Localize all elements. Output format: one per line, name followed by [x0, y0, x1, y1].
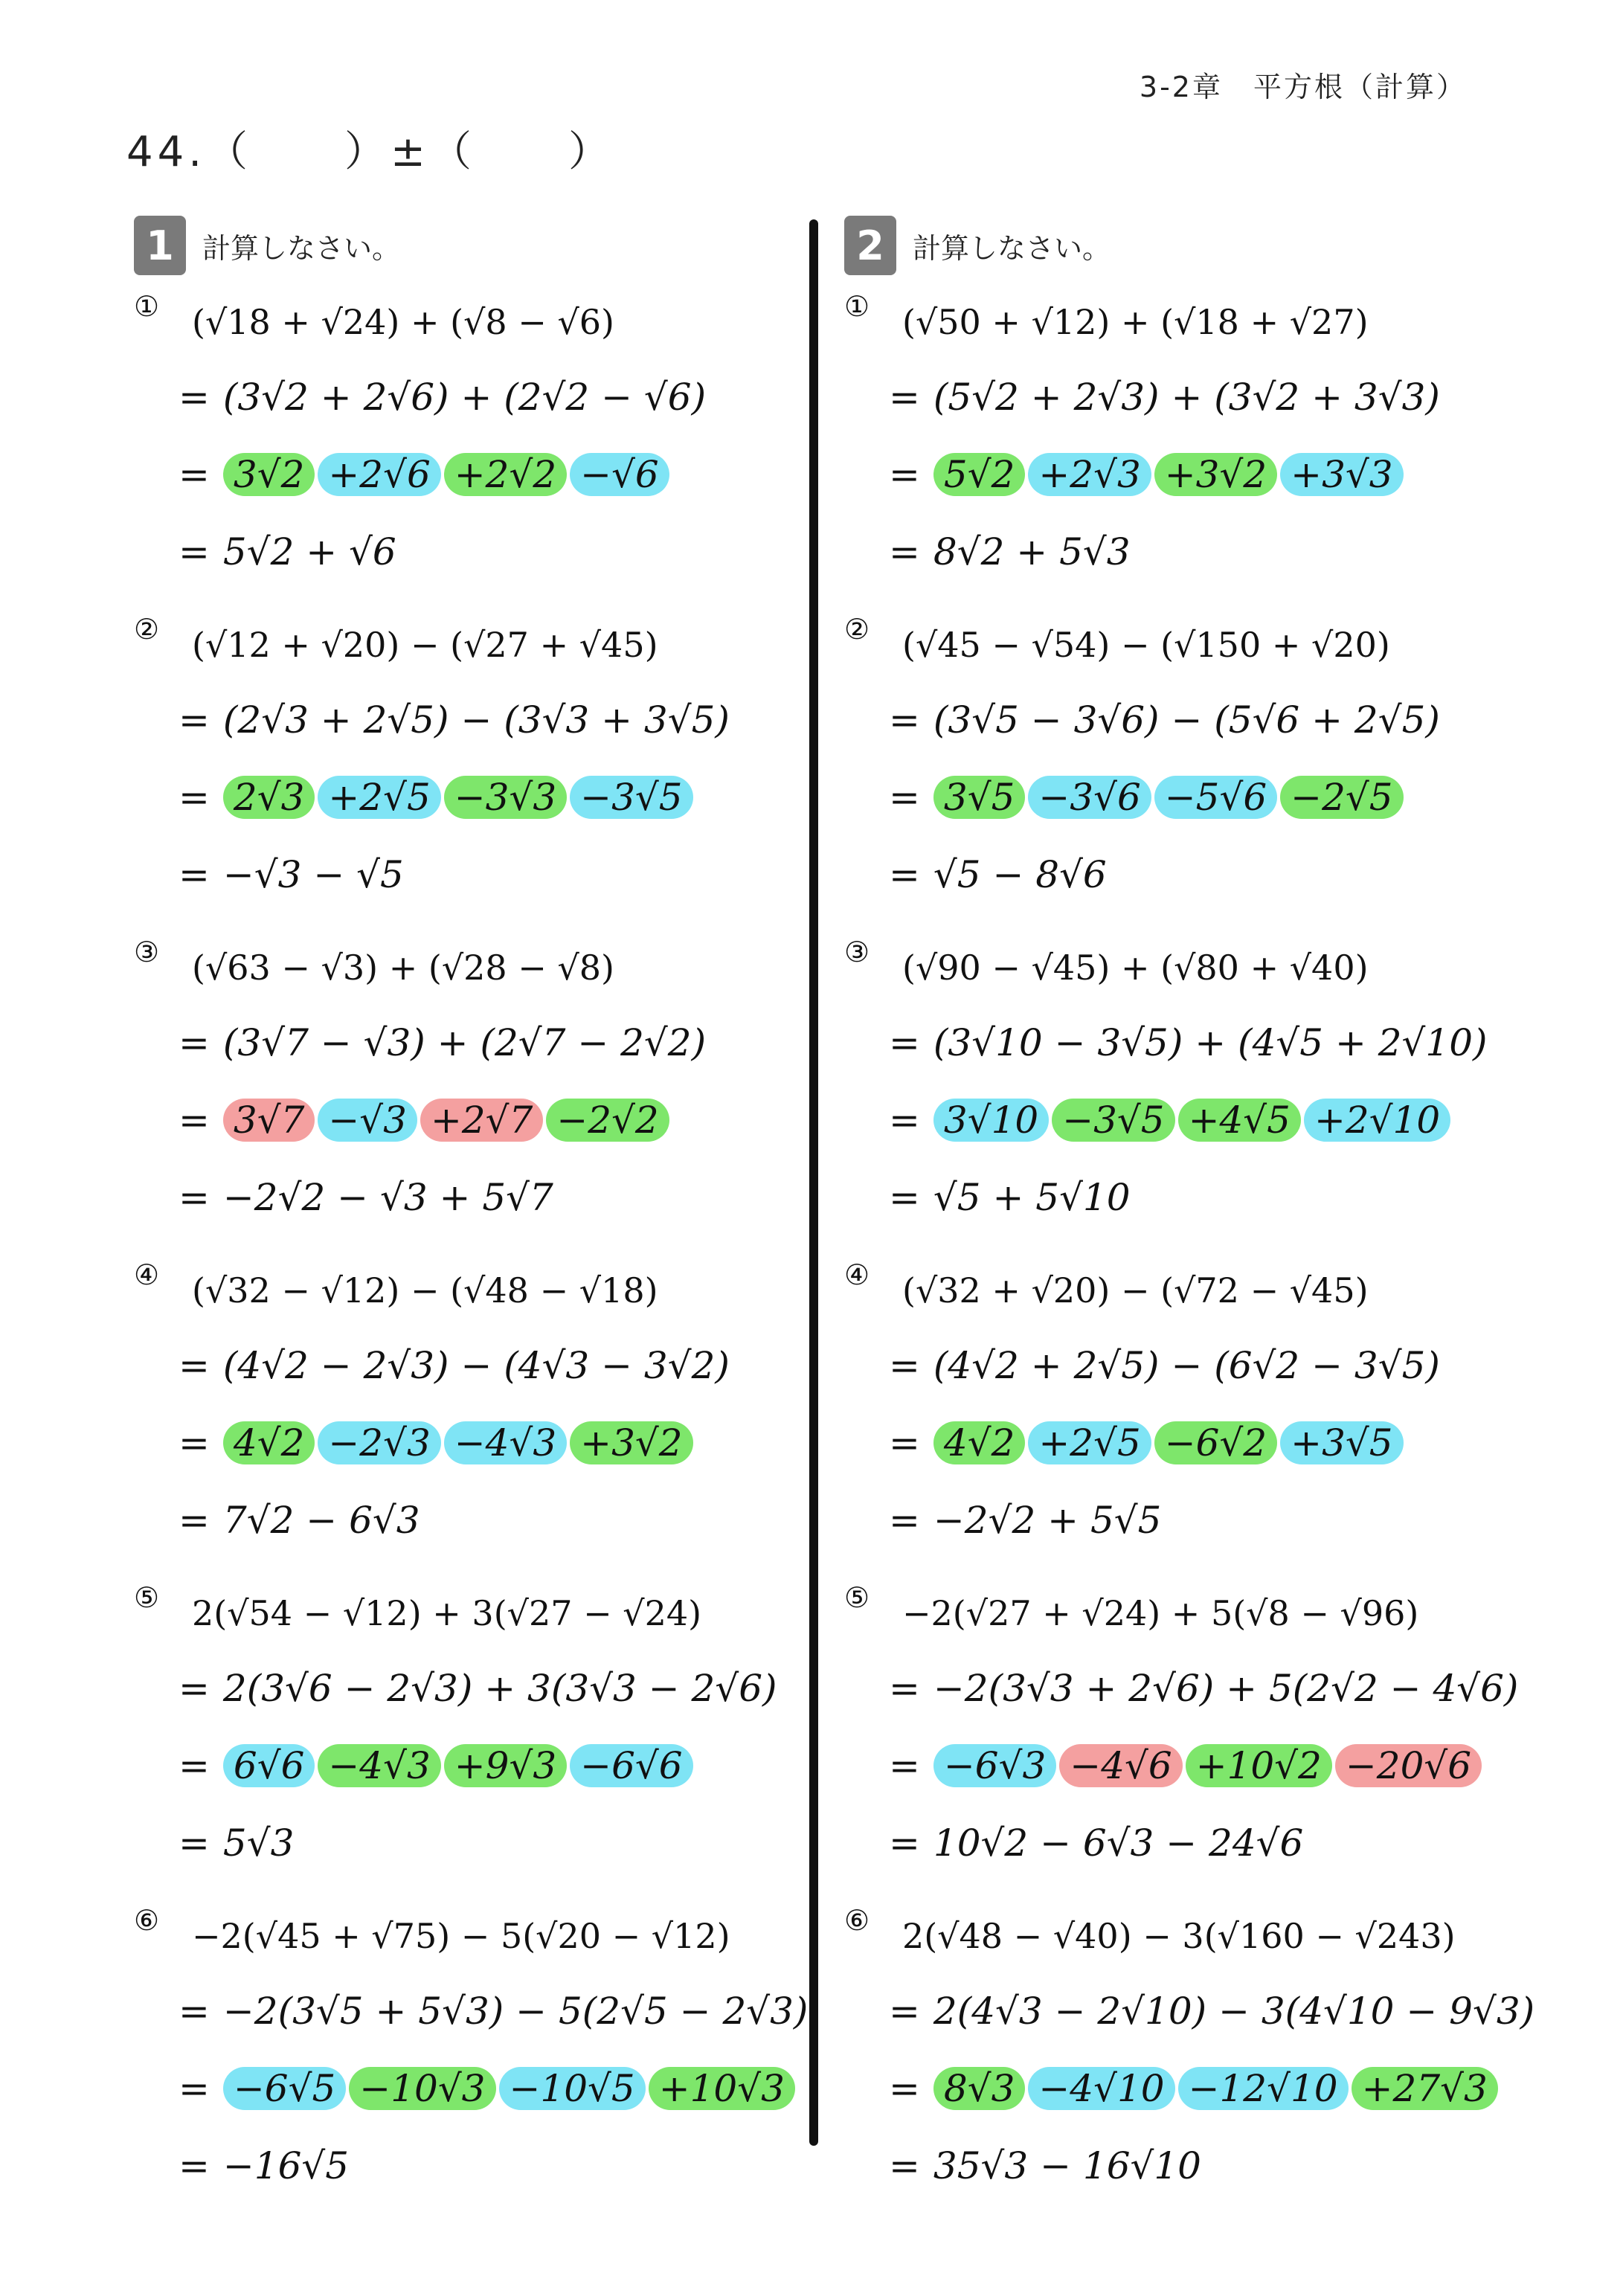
- equals-sign: =: [889, 1744, 920, 1787]
- section-2: [844, 216, 1535, 2222]
- answer-step: [889, 513, 1514, 591]
- expansion-text: −2(3√3 + 2√6) + 5(2√2 − 4√6): [933, 1667, 1519, 1710]
- problem-number: ⑥: [134, 1904, 160, 1937]
- expansion-step: [179, 358, 803, 436]
- problem: [134, 931, 803, 1254]
- highlighted-terms-step: [889, 436, 1514, 513]
- problem: [134, 1900, 809, 2222]
- expansion-text: (3√10 − 3√5) + (4√5 + 2√10): [933, 1021, 1488, 1064]
- highlighted-term: −√3: [318, 1099, 417, 1142]
- problem: [134, 608, 803, 931]
- problem-number: ⑥: [844, 1904, 870, 1937]
- highlighted-terms-step: [889, 1081, 1514, 1159]
- answer-step: [179, 1482, 803, 1559]
- problem: [134, 1254, 803, 1577]
- answer-text: 35√3 − 16√10: [933, 2144, 1201, 2187]
- equals-sign: =: [889, 1099, 920, 1142]
- highlighted-term: 3√7: [223, 1099, 315, 1142]
- expansion-step: [179, 1650, 803, 1727]
- highlighted-term: 5√2: [933, 453, 1025, 496]
- problem: [844, 286, 1514, 608]
- expansion-text: (3√7 − √3) + (2√7 − 2√2): [222, 1021, 707, 1064]
- equals-sign: =: [889, 530, 920, 573]
- expansion-step: [889, 1972, 1535, 2050]
- highlighted-terms-step: [179, 1081, 803, 1159]
- equals-sign: =: [889, 853, 920, 896]
- equals-sign: =: [179, 530, 210, 573]
- equals-sign: =: [179, 1821, 210, 1865]
- expansion-step: [889, 358, 1514, 436]
- answer-step: [179, 2127, 803, 2205]
- section-number-badge: 2: [844, 216, 896, 275]
- equals-sign: =: [889, 1990, 920, 2033]
- question-title: 44.（ ）±（ ）: [126, 128, 614, 176]
- expansion-text: (4√2 + 2√5) − (6√2 − 3√5): [933, 1344, 1440, 1387]
- highlighted-term: −6√3: [933, 1744, 1056, 1787]
- section-header: [844, 216, 1514, 275]
- equals-sign: =: [889, 1421, 920, 1464]
- answer-text: √5 − 8√6: [933, 853, 1107, 896]
- answer-step: [179, 1804, 803, 1882]
- answer-text: −2√2 + 5√5: [933, 1499, 1162, 1542]
- answer-step: [889, 2127, 1514, 2205]
- highlighted-term: +2√7: [420, 1099, 543, 1142]
- answer-text: 7√2 − 6√3: [222, 1499, 420, 1542]
- highlighted-terms-step: [889, 759, 1514, 836]
- expansion-step: [889, 1650, 1519, 1727]
- highlighted-term: −4√6: [1059, 1744, 1182, 1787]
- answer-step: [889, 1804, 1514, 1882]
- highlighted-terms-step: [179, 436, 803, 513]
- highlighted-term: 6√6: [223, 1744, 315, 1787]
- highlighted-term: +2√2: [444, 453, 567, 496]
- expansion-text: 2(3√6 − 2√3) + 3(3√3 − 2√6): [222, 1667, 777, 1710]
- answer-text: 5√3: [222, 1821, 295, 1865]
- section-instruction: 計算しなさい。: [202, 231, 401, 265]
- highlighted-term: +27√3: [1352, 2067, 1498, 2110]
- highlighted-terms-step: [179, 1404, 803, 1482]
- equals-sign: =: [179, 853, 210, 896]
- equals-sign: =: [179, 1099, 210, 1142]
- equals-sign: =: [179, 1421, 210, 1464]
- answer-step: [889, 1159, 1514, 1236]
- expansion-text: 2(4√3 − 2√10) − 3(4√10 − 9√3): [933, 1990, 1535, 2033]
- problem-number: ②: [134, 613, 160, 646]
- column-divider: [809, 219, 818, 2146]
- highlighted-term: −4√3: [318, 1744, 440, 1787]
- problem: [844, 1900, 1535, 2222]
- equals-sign: =: [889, 776, 920, 819]
- section-instruction: 計算しなさい。: [913, 231, 1111, 265]
- highlighted-terms-step: [179, 1727, 803, 1804]
- highlighted-term: −20√6: [1335, 1744, 1482, 1787]
- equals-sign: =: [179, 1021, 210, 1064]
- highlighted-term: −6√5: [223, 2067, 346, 2110]
- expansion-text: −2(3√5 + 5√3) − 5(2√5 − 2√3): [222, 1990, 809, 2033]
- problem-expression: 2(√48 − √40) − 3(√160 − √243): [902, 1916, 1456, 1956]
- equals-sign: =: [179, 1990, 210, 2033]
- equals-sign: =: [889, 1344, 920, 1387]
- highlighted-term: −2√3: [318, 1421, 440, 1464]
- highlighted-term: +2√10: [1304, 1099, 1450, 1142]
- expansion-step: [179, 1972, 809, 2050]
- highlighted-term: −5√6: [1154, 776, 1277, 819]
- chapter-title: 3-2章 平方根（計算）: [1139, 71, 1467, 103]
- equals-sign: =: [179, 453, 210, 496]
- highlighted-term: +2√3: [1028, 453, 1151, 496]
- equals-sign: =: [179, 1499, 210, 1542]
- highlighted-term: +4√5: [1178, 1099, 1301, 1142]
- problem-number: ②: [844, 613, 870, 646]
- highlighted-term: +3√5: [1280, 1421, 1403, 1464]
- expansion-step: [179, 1327, 803, 1404]
- highlighted-term: −6√6: [570, 1744, 692, 1787]
- problem-expression: (√50 + √12) + (√18 + √27): [902, 302, 1369, 342]
- expansion-step: [889, 681, 1514, 759]
- highlighted-terms-step: [179, 759, 803, 836]
- highlighted-term: −3√3: [444, 776, 567, 819]
- highlighted-term: −3√6: [1028, 776, 1151, 819]
- highlighted-term: −6√2: [1154, 1421, 1277, 1464]
- highlighted-term: −3√5: [570, 776, 692, 819]
- highlighted-term: 4√2: [223, 1421, 315, 1464]
- equals-sign: =: [889, 1821, 920, 1865]
- highlighted-term: 3√2: [223, 453, 315, 496]
- highlighted-term: +3√2: [570, 1421, 692, 1464]
- expansion-step: [889, 1004, 1514, 1081]
- equals-sign: =: [179, 1344, 210, 1387]
- equals-sign: =: [179, 1744, 210, 1787]
- answer-step: [889, 836, 1514, 913]
- highlighted-term: −10√3: [349, 2067, 495, 2110]
- answer-step: [179, 836, 803, 913]
- highlighted-term: −4√3: [444, 1421, 567, 1464]
- expansion-text: (3√2 + 2√6) + (2√2 − √6): [222, 376, 707, 419]
- problem-expression: (√45 − √54) − (√150 + √20): [902, 625, 1390, 665]
- highlighted-term: 2√3: [223, 776, 315, 819]
- equals-sign: =: [889, 1021, 920, 1064]
- problem-number: ⑤: [134, 1581, 160, 1614]
- equals-sign: =: [889, 376, 920, 419]
- problem-number: ④: [134, 1258, 160, 1291]
- answer-step: [179, 513, 803, 591]
- highlighted-term: −3√5: [1052, 1099, 1174, 1142]
- answer-text: −2√2 − √3 + 5√7: [222, 1176, 553, 1219]
- highlighted-term: −√6: [570, 453, 669, 496]
- section-1: [134, 216, 809, 2222]
- highlighted-term: +3√2: [1154, 453, 1277, 496]
- highlighted-term: +2√6: [318, 453, 440, 496]
- equals-sign: =: [889, 1499, 920, 1542]
- highlighted-terms-step: [179, 2050, 803, 2127]
- problem-expression: (√32 − √12) − (√48 − √18): [192, 1270, 658, 1311]
- problem: [844, 608, 1514, 931]
- expansion-step: [179, 1004, 803, 1081]
- answer-text: 5√2 + √6: [222, 530, 396, 573]
- problem-expression: −2(√27 + √24) + 5(√8 − √96): [902, 1593, 1419, 1633]
- highlighted-term: −10√5: [499, 2067, 646, 2110]
- answer-step: [179, 1159, 803, 1236]
- equals-sign: =: [179, 698, 210, 742]
- highlighted-term: +3√3: [1280, 453, 1403, 496]
- section-number-badge: 1: [134, 216, 186, 275]
- answer-text: 10√2 − 6√3 − 24√6: [933, 1821, 1304, 1865]
- highlighted-terms-step: [889, 1727, 1514, 1804]
- highlighted-term: +10√3: [649, 2067, 795, 2110]
- problem-number: ③: [134, 936, 160, 968]
- expansion-text: (3√5 − 3√6) − (5√6 + 2√5): [933, 698, 1440, 742]
- highlighted-term: −12√10: [1178, 2067, 1349, 2110]
- answer-text: −16√5: [222, 2144, 350, 2187]
- problem: [844, 1254, 1514, 1577]
- expansion-step: [179, 681, 803, 759]
- equals-sign: =: [889, 1667, 920, 1710]
- equals-sign: =: [889, 2144, 920, 2187]
- highlighted-term: 3√10: [933, 1099, 1049, 1142]
- problem-number: ①: [844, 290, 870, 323]
- equals-sign: =: [889, 2067, 920, 2110]
- equals-sign: =: [179, 776, 210, 819]
- highlighted-term: +9√3: [444, 1744, 567, 1787]
- highlighted-term: 4√2: [933, 1421, 1025, 1464]
- section-header: [134, 216, 803, 275]
- highlighted-terms-step: [889, 1404, 1514, 1482]
- highlighted-term: −2√5: [1280, 776, 1403, 819]
- answer-step: [889, 1482, 1514, 1559]
- problem-number: ④: [844, 1258, 870, 1291]
- equals-sign: =: [179, 2067, 210, 2110]
- equals-sign: =: [179, 1667, 210, 1710]
- highlighted-term: −4√10: [1028, 2067, 1174, 2110]
- expansion-step: [889, 1327, 1514, 1404]
- answer-text: −√3 − √5: [222, 853, 404, 896]
- problem-number: ①: [134, 290, 160, 323]
- equals-sign: =: [179, 376, 210, 419]
- highlighted-term: −2√2: [546, 1099, 669, 1142]
- answer-text: 8√2 + 5√3: [933, 530, 1131, 573]
- expansion-text: (5√2 + 2√3) + (3√2 + 3√3): [933, 376, 1440, 419]
- problem: [844, 1577, 1519, 1900]
- problem-expression: (√18 + √24) + (√8 − √6): [192, 302, 614, 342]
- problem-number: ③: [844, 936, 870, 968]
- problem-expression: (√32 + √20) − (√72 − √45): [902, 1270, 1369, 1311]
- highlighted-term: +2√5: [1028, 1421, 1151, 1464]
- problem: [844, 931, 1514, 1254]
- highlighted-term: 3√5: [933, 776, 1025, 819]
- problem-expression: (√12 + √20) − (√27 + √45): [192, 625, 658, 665]
- problem-number: ⑤: [844, 1581, 870, 1614]
- expansion-text: (4√2 − 2√3) − (4√3 − 3√2): [222, 1344, 730, 1387]
- expansion-text: (2√3 + 2√5) − (3√3 + 3√5): [222, 698, 730, 742]
- problem-expression: (√90 − √45) + (√80 + √40): [902, 948, 1369, 988]
- equals-sign: =: [179, 1176, 210, 1219]
- problem: [134, 286, 803, 608]
- highlighted-term: 8√3: [933, 2067, 1025, 2110]
- answer-text: √5 + 5√10: [933, 1176, 1131, 1219]
- highlighted-term: +2√5: [318, 776, 440, 819]
- equals-sign: =: [179, 2144, 210, 2187]
- highlighted-term: +10√2: [1186, 1744, 1332, 1787]
- equals-sign: =: [889, 698, 920, 742]
- problem-expression: 2(√54 − √12) + 3(√27 − √24): [192, 1593, 702, 1633]
- problem-expression: (√63 − √3) + (√28 − √8): [192, 948, 614, 988]
- equals-sign: =: [889, 453, 920, 496]
- equals-sign: =: [889, 1176, 920, 1219]
- highlighted-terms-step: [889, 2050, 1514, 2127]
- problem: [134, 1577, 803, 1900]
- problem-expression: −2(√45 + √75) − 5(√20 − √12): [192, 1916, 730, 1956]
